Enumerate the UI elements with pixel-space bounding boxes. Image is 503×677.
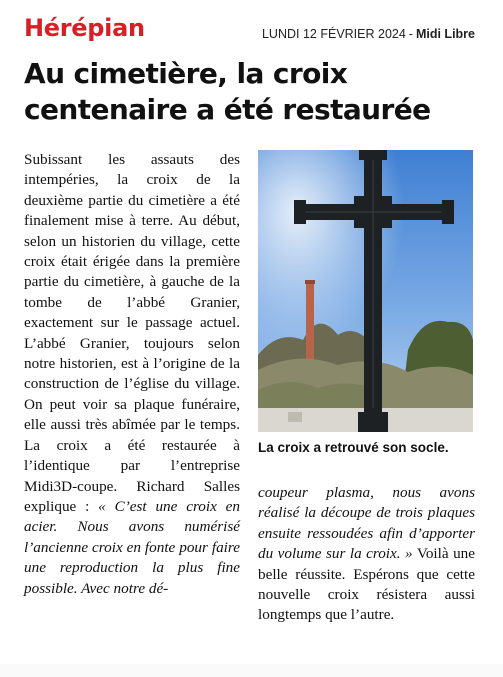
cross-photo-image (258, 150, 473, 432)
quote-part-1: « C’est une croix en acier. Nous avons numérisé l’ancienne croix en fonte pour faire une reproduction la plus fine possible. Avec notre dé- (24, 497, 240, 597)
newspaper-name: Midi Libre (415, 27, 475, 41)
publication-date: LUNDI 12 FÉVRIER 2024 (261, 27, 406, 41)
dateline (262, 27, 475, 41)
quote-part-2: coupeur plasma, nous avons réalisé la découpe de trois plaques ensuite ressoudées afin d’apporter du volume sur la croix. » (258, 484, 475, 563)
page-bottom-edge (0, 664, 503, 677)
cross-photo (258, 150, 473, 432)
article-headline (24, 56, 484, 128)
photo-caption: La croix a retrouvé son socle. (258, 440, 449, 455)
section-town: Hérépian (24, 14, 145, 42)
article-column-left (24, 150, 240, 599)
headline-line-1: Au cimetière, la croix (24, 57, 348, 90)
headline-line-2: centenaire a été restaurée (24, 93, 431, 126)
dateline-separator: - (408, 27, 413, 41)
article-paragraph-1: Subissant les assauts des intempéries, la croix de la deuxième partie du cimetière a été finalement mise à terre. Au début, selon un historien du village, cette croix était érigée dans la première partie du cimetière, à gauche de la tombe de l’abbé Granier, exactement sur le passage actuel. L’abbé Granier, toujours selon notre historien, est à l’origine de la construction de l’église du village. On peut voir sa plaque funéraire, elle aussi très abîmée par le temps. La croix a été restaurée à l’identique par l’entreprise Midi3D-coupe. Richard Salles explique : (24, 151, 240, 515)
page-header (24, 14, 479, 46)
article-column-right (258, 483, 475, 626)
article-paragraph-2: Voilà une belle réussite. Espérons que cette nouvelle croix résistera aussi longtemps que l’autre. (258, 545, 476, 624)
